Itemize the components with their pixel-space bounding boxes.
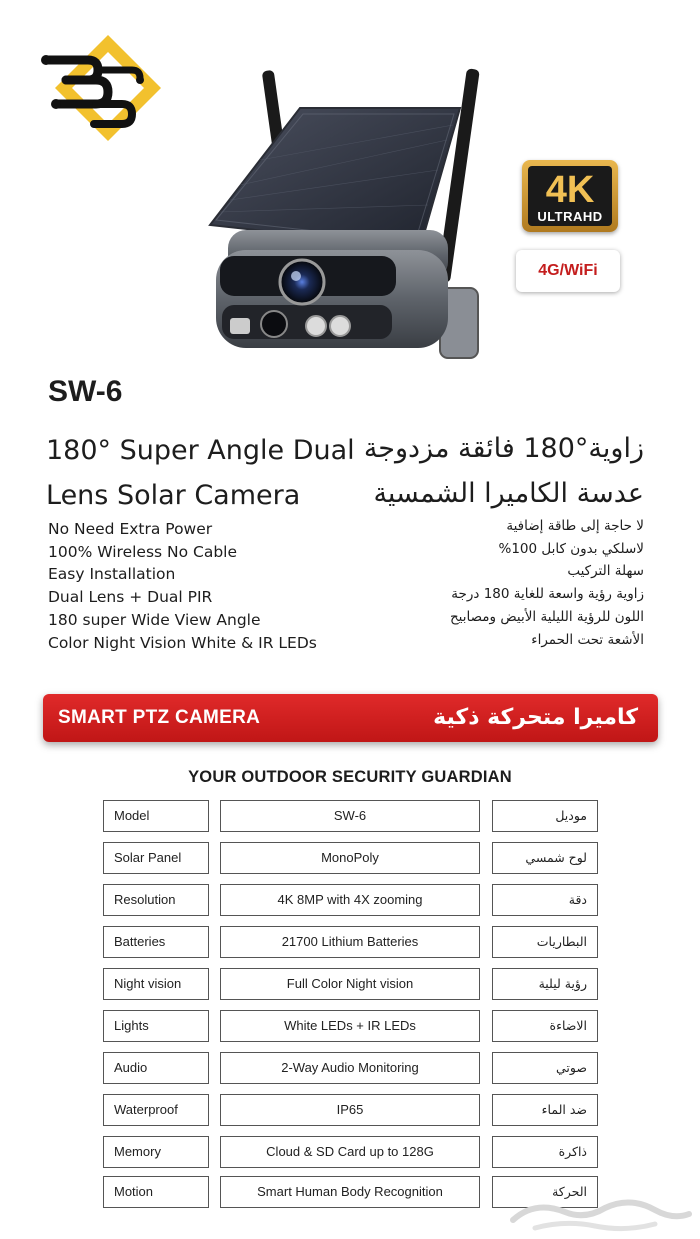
banner-text-arabic: كاميرا متحركة ذكية — [433, 705, 638, 730]
spec-label-ar: موديل — [492, 800, 598, 832]
spec-value: SW-6 — [220, 800, 480, 832]
feature-en-item: Easy Installation — [48, 565, 176, 584]
spec-label-ar: رؤية ليلية — [492, 968, 598, 1000]
title-ar-line-1: زاوية°180 فائقة مزدوجة — [363, 433, 644, 464]
feature-ar-item: زاوية رؤية واسعة للغاية 180 درجة — [451, 586, 644, 603]
spec-row-lights — [0, 1010, 700, 1044]
feature-en-item: 100% Wireless No Cable — [48, 542, 238, 561]
spec-label-ar: صوتي — [492, 1052, 598, 1084]
spec-label-en: Resolution — [103, 884, 209, 916]
feature-ar-item: لا حاجة إلى طاقة إضافية — [506, 518, 644, 534]
spec-label-en: Audio — [103, 1052, 209, 1084]
haraj-watermark-icon — [505, 1190, 695, 1235]
badge-ultrahd-text: ULTRAHD — [537, 209, 603, 224]
spec-row-audio — [0, 1052, 700, 1086]
spec-label-en: Lights — [103, 1010, 209, 1042]
spec-row-resolution — [0, 884, 700, 918]
spec-value: 2-Way Audio Monitoring — [220, 1052, 480, 1084]
feature-en-item: Dual Lens + Dual PIR — [48, 588, 213, 607]
spec-label-en: Motion — [103, 1176, 209, 1208]
spec-label-en: Night vision — [103, 968, 209, 1000]
title-ar-line-2: عدسة الكاميرا الشمسية — [373, 478, 644, 509]
title-en-line-2: Lens Solar Camera — [46, 480, 301, 511]
solar-camera-illustration — [170, 60, 510, 370]
brand-logo-icon — [36, 30, 166, 145]
spec-label-en: Model — [103, 800, 209, 832]
spec-label-ar: لوح شمسي — [492, 842, 598, 874]
banner-text-english: SMART PTZ CAMERA — [58, 707, 261, 728]
spec-row-waterproof — [0, 1094, 700, 1128]
spec-label-en: Solar Panel — [103, 842, 209, 874]
title-arabic — [364, 426, 644, 516]
spec-value: MonoPoly — [220, 842, 480, 874]
4k-ultrahd-badge — [522, 160, 618, 232]
spec-row-memory — [0, 1136, 700, 1170]
spec-label-ar: البطاريات — [492, 926, 598, 958]
spec-row-solar-panel — [0, 842, 700, 876]
feature-en-item: 180 super Wide View Angle — [48, 610, 261, 629]
smart-ptz-banner — [43, 694, 658, 742]
feature-en-item: Color Night Vision White & IR LEDs — [48, 633, 317, 652]
spec-label-en: Waterproof — [103, 1094, 209, 1126]
spec-value: White LEDs + IR LEDs — [220, 1010, 480, 1042]
features-arabic — [450, 515, 644, 651]
spec-value: Full Color Night vision — [220, 968, 480, 1000]
spec-label-en: Memory — [103, 1136, 209, 1168]
spec-value: Smart Human Body Recognition — [220, 1176, 480, 1208]
spec-label-ar: دقة — [492, 884, 598, 916]
4g-wifi-badge — [516, 250, 620, 292]
spec-row-model — [0, 800, 700, 834]
spec-label-ar: ذاكرة — [492, 1136, 598, 1168]
spec-row-night-vision — [0, 968, 700, 1002]
spec-label-en: Batteries — [103, 926, 209, 958]
model-name: SW-6 — [48, 375, 123, 408]
spec-value: Cloud & SD Card up to 128G — [220, 1136, 480, 1168]
feature-ar-item: الأشعة تحت الحمراء — [531, 631, 644, 648]
section-title: YOUR OUTDOOR SECURITY GUARDIAN — [188, 768, 512, 786]
title-english — [46, 428, 355, 518]
feature-ar-item: سهلة التركيب — [567, 563, 644, 580]
feature-ar-item: اللون للرؤية الليلية الأبيض ومصابيح — [449, 608, 644, 625]
spec-value: IP65 — [220, 1094, 480, 1126]
badge-4g-wifi-text: 4G/WiFi — [538, 262, 598, 279]
spec-label-ar: الحركة — [492, 1176, 598, 1208]
spec-row-batteries — [0, 926, 700, 960]
feature-en-item: No Need Extra Power — [48, 520, 213, 538]
spec-value: 4K 8MP with 4X zooming — [220, 884, 480, 916]
title-en-line-1: 180° Super Angle Dual — [46, 435, 355, 466]
badge-4k-text: 4K — [545, 169, 595, 211]
feature-ar-item: لاسلكي بدون كابل 100% — [498, 540, 644, 557]
spec-label-ar: الاضاءة — [492, 1010, 598, 1042]
features-english — [48, 518, 317, 654]
spec-label-ar: ضد الماء — [492, 1094, 598, 1126]
spec-value: 21700 Lithium Batteries — [220, 926, 480, 958]
